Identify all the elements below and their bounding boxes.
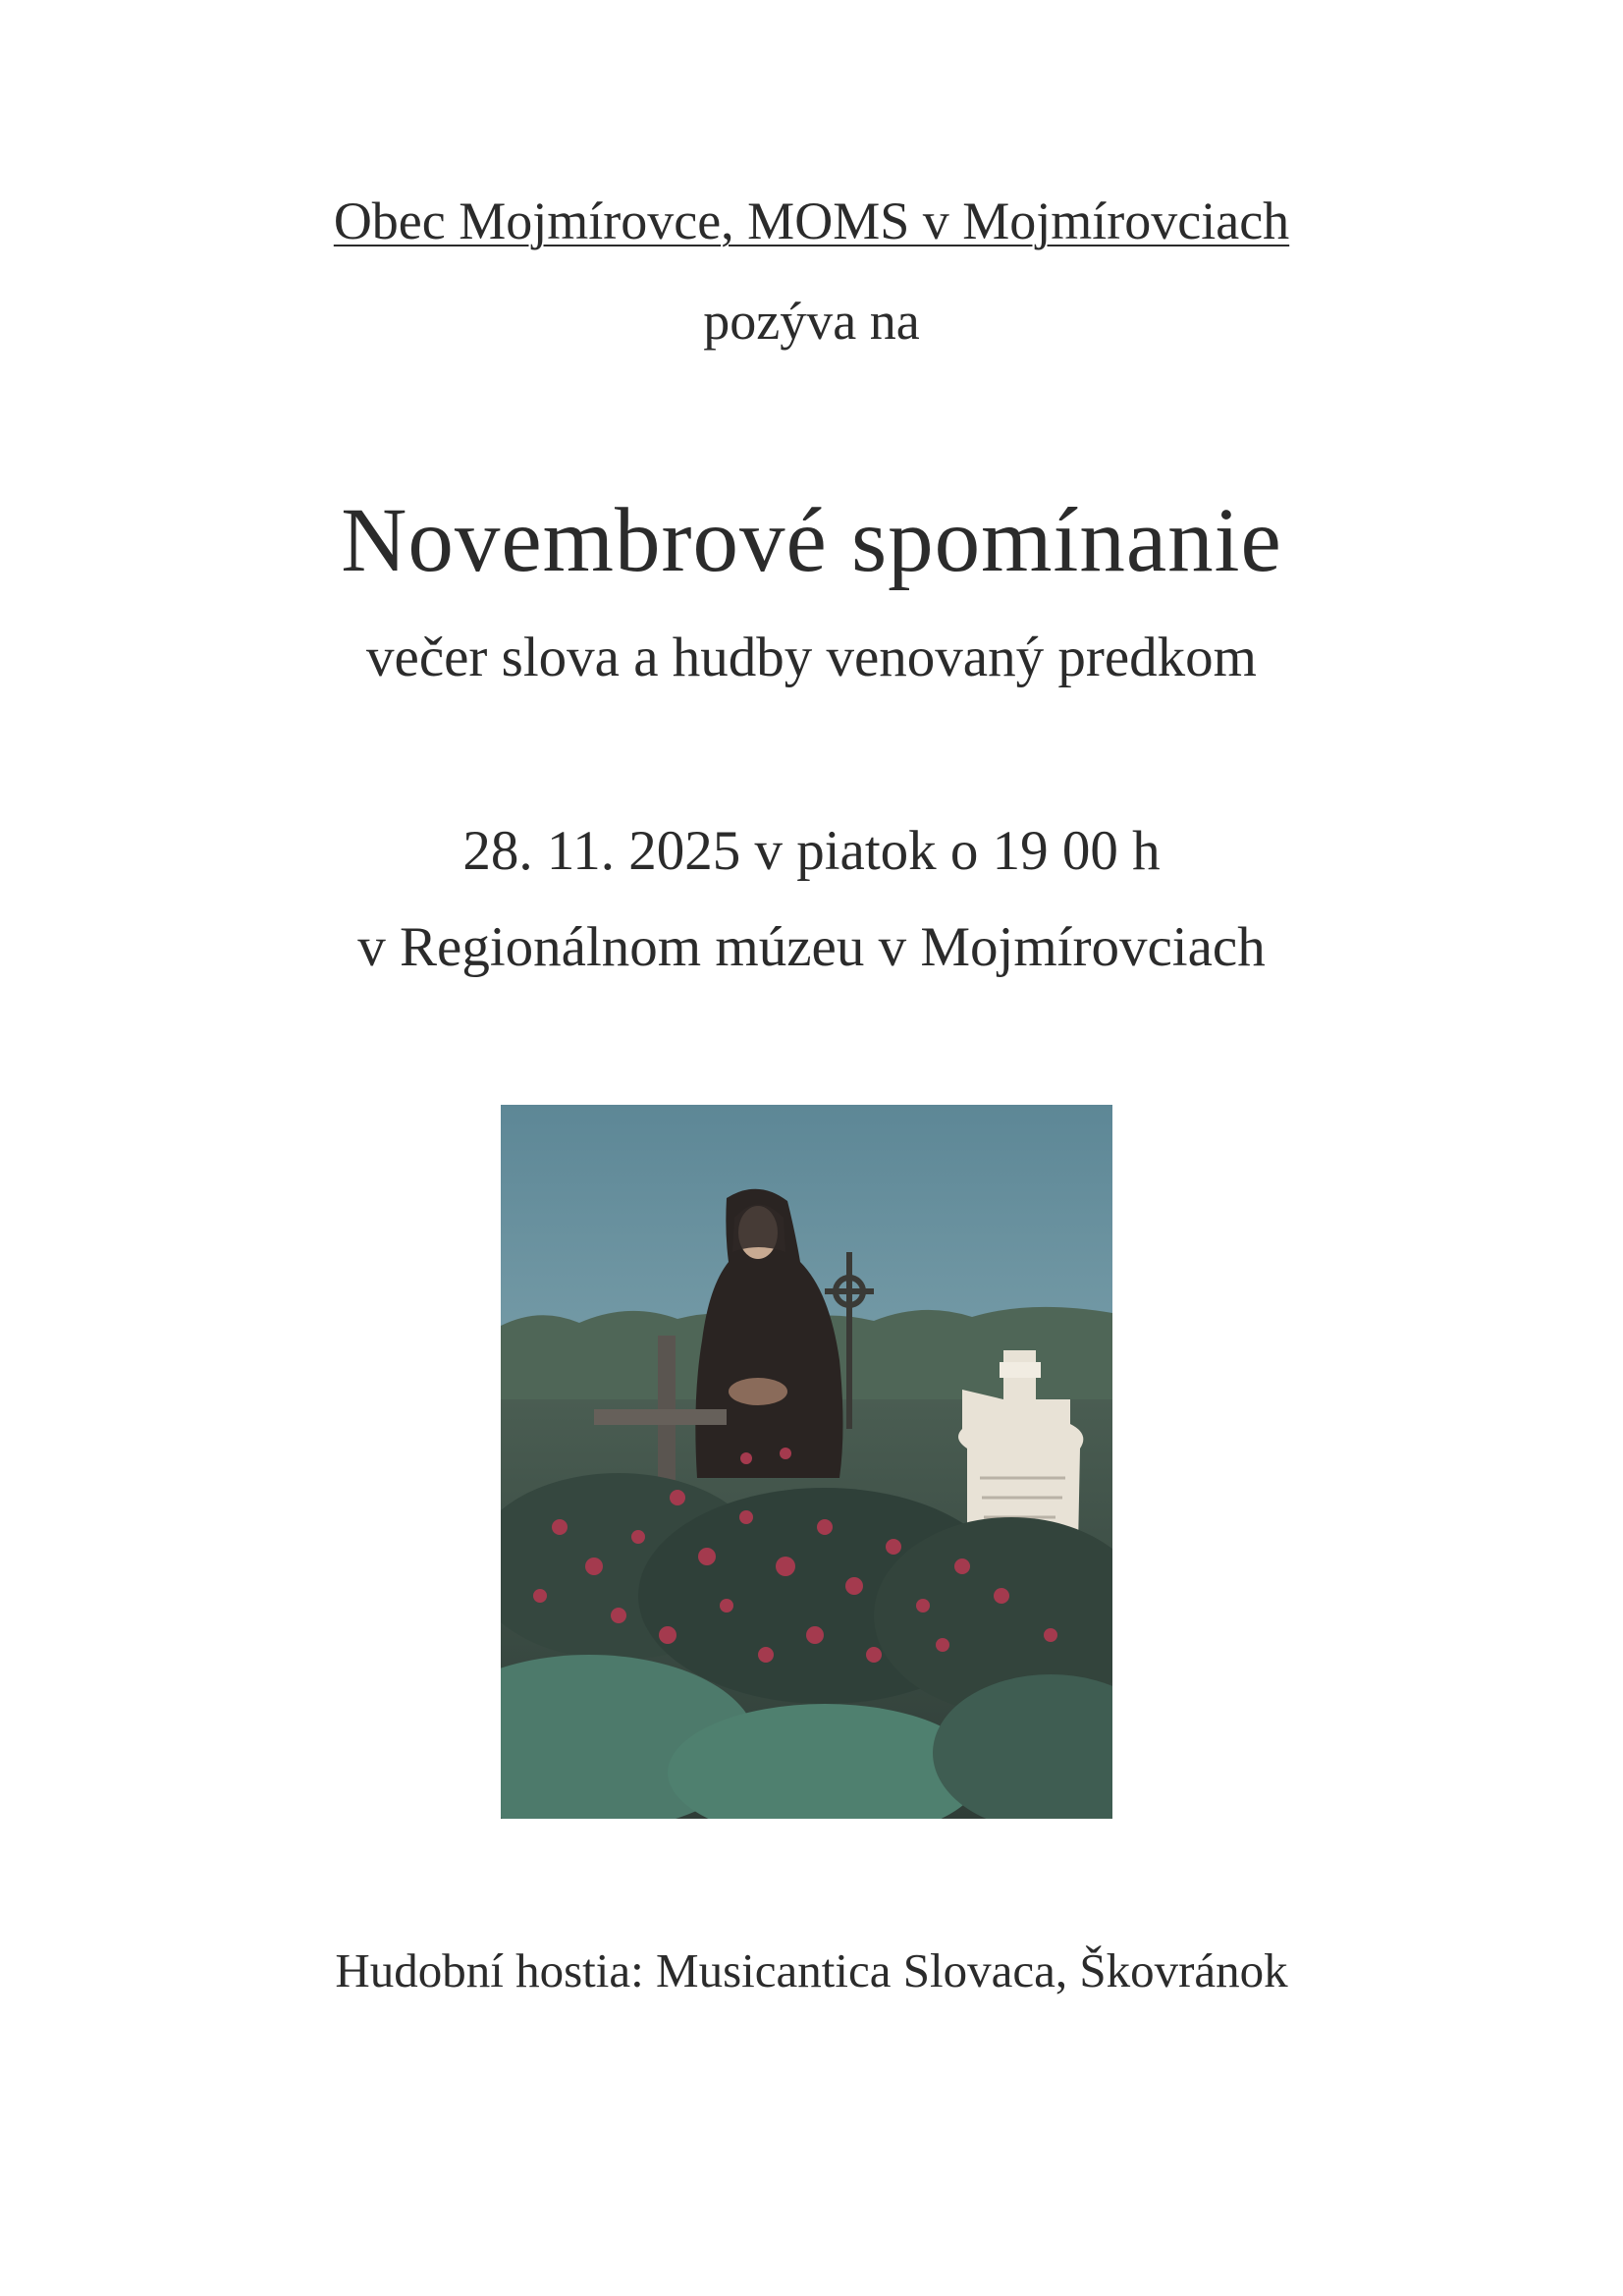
organizer-heading xyxy=(0,187,1623,255)
invite-text: pozýva na xyxy=(703,292,920,351)
musical-guests: Hudobní hostia: Musicantica Slovaca, Škovránok xyxy=(335,1943,1288,1997)
event-venue: v Regionálnom múzeu v Mojmírovciach xyxy=(357,916,1266,978)
event-title: Novembrové spomínanie xyxy=(341,490,1282,591)
organizer-text: Obec Mojmírovce, MOMS v Mojmírovciach xyxy=(333,191,1290,250)
event-subtitle: večer slova a hudby venovaný predkom xyxy=(366,627,1257,688)
cemetery-photo xyxy=(501,1105,1112,1819)
event-datetime: 28. 11. 2025 v piatok o 19 00 h xyxy=(462,820,1161,882)
